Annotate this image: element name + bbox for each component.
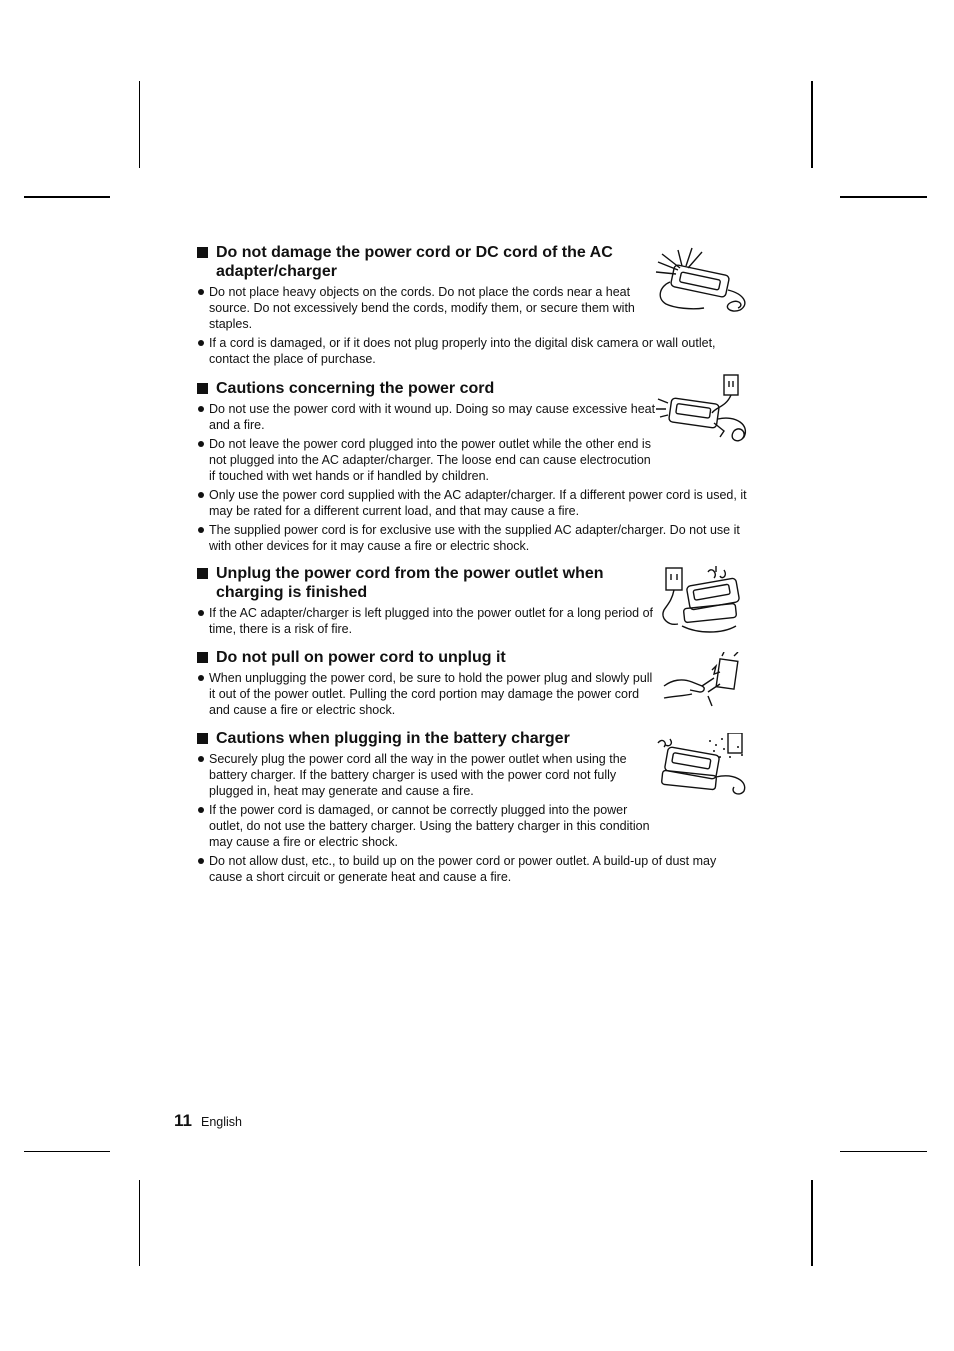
section-heading: Cautions when plugging in the battery charger [196, 729, 751, 748]
list-item: If the power cord is damaged, or cannot be correctly plugged into the power outlet, do not use the battery charger. Using the battery charger in this condition may cause a fire or electric shock. [196, 802, 751, 850]
hand-unplug-icon [662, 652, 744, 708]
square-bullet-icon [197, 568, 208, 579]
list-item: Do not leave the power cord plugged into the power outlet while the other end is not plugged into the AC adapter/charger. The loose end can cause electrocution if touched with wet hands or if handled by children. [196, 436, 751, 484]
page-number: 11 [174, 1111, 192, 1130]
plugged-cord-icon [654, 373, 754, 449]
square-bullet-icon [197, 247, 208, 258]
section-power-cord [196, 379, 751, 554]
list-item: Only use the power cord supplied with the AC adapter/charger. If a different power cord is used, it may be rated for a different current load, and that may cause a fire. [196, 487, 751, 519]
section-heading: Do not pull on power cord to unplug it [196, 648, 751, 667]
section-heading: Cautions concerning the power cord [196, 379, 751, 398]
section-heading: Unplug the power cord from the power outlet when charging is finished [196, 564, 751, 602]
crop-mark [24, 196, 110, 198]
safety-content [196, 243, 751, 888]
square-bullet-icon [197, 652, 208, 663]
section-heading: Do not damage the power cord or DC cord of the AC adapter/charger [196, 243, 751, 281]
section-battery-charger [196, 729, 751, 885]
section-unplug [196, 564, 751, 637]
list-item: Securely plug the power cord all the way in the power outlet when using the battery charger. If the battery charger is used with the power cord not fully plugged in, heat may generate and cause a fire. [196, 751, 751, 799]
crop-mark [24, 1151, 110, 1152]
list-item: Do not allow dust, etc., to build up on the power cord or power outlet. A build-up of dust may cause a short circuit or generate heat and cause a fire. [196, 853, 751, 885]
crop-mark [139, 81, 140, 168]
crop-mark [811, 81, 813, 168]
list-item: If a cord is damaged, or if it does not plug properly into the digital disk camera or wall outlet, contact the place of purchase. [196, 335, 751, 367]
list-item: Do not use the power cord with it wound up. Doing so may cause excessive heat and a fire. [196, 401, 751, 433]
damaged-cord-icon [652, 246, 752, 316]
crop-mark [840, 196, 927, 198]
list-item: Do not place heavy objects on the cords. Do not place the cords near a heat source. Do not excessively bend the cords, modify them, or secure them with staples. [196, 284, 751, 332]
list-item: When unplugging the power cord, be sure to hold the power plug and slowly pull it out of the power outlet. Pulling the cord portion may damage the power cord and cause a fire or electric shock. [196, 670, 751, 718]
charger-fire-icon [658, 564, 750, 638]
section-damage-cord [196, 243, 751, 368]
square-bullet-icon [197, 383, 208, 394]
crop-mark [139, 1180, 140, 1266]
list-item: If the AC adapter/charger is left plugged into the power outlet for a long period of time, there is a risk of fire. [196, 605, 751, 637]
crop-mark [811, 1180, 813, 1266]
list-item: The supplied power cord is for exclusive use with the supplied AC adapter/charger. Do not use it with other devices for it may cause a fire or electric shock. [196, 522, 751, 554]
dusty-charger-icon [654, 733, 750, 797]
section-do-not-pull [196, 648, 751, 718]
crop-mark [840, 1151, 927, 1152]
page-footer [174, 1111, 242, 1131]
language-label: English [200, 1115, 242, 1129]
square-bullet-icon [197, 733, 208, 744]
